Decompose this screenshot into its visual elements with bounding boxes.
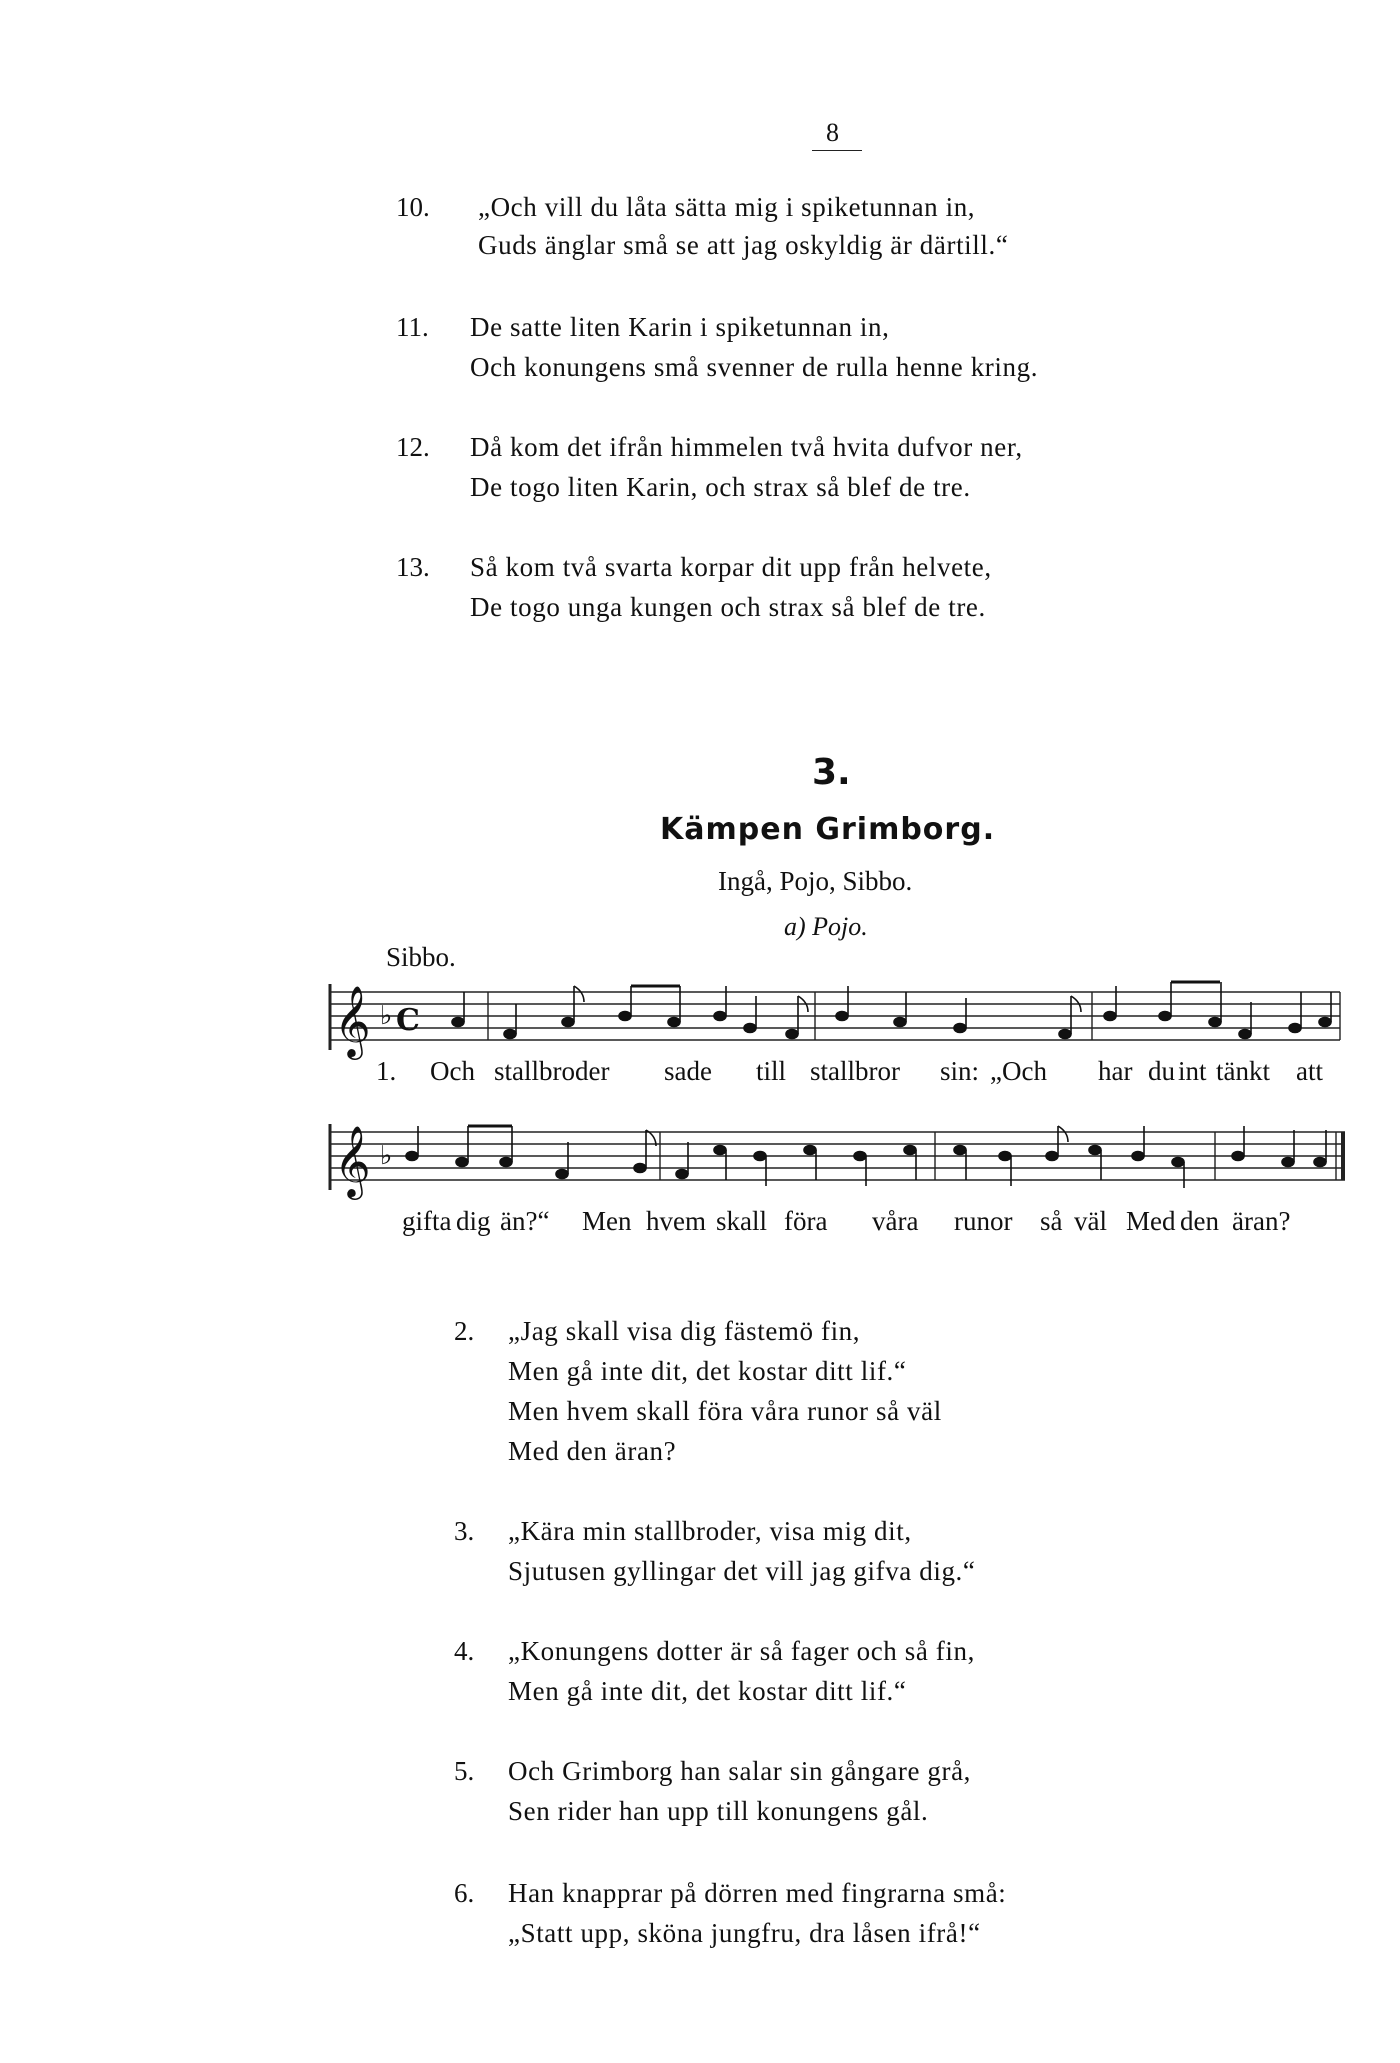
stanza-line: Guds änglar små se att jag oskyldig är därtill.“ <box>478 230 1009 260</box>
lyric-syllable: hvem <box>646 1206 706 1236</box>
stanza-line: De satte liten Karin i spiketunnan in, <box>470 312 890 342</box>
stanza-line: „Jag skall visa dig fästemö fin, <box>508 1316 861 1346</box>
lyric-syllable: stallbror <box>810 1056 900 1086</box>
lyric-syllable: skall <box>716 1206 767 1236</box>
lyric-syllable: stallbroder <box>494 1056 610 1086</box>
stanza-line: Men gå inte dit, det kostar ditt lif.“ <box>508 1676 907 1706</box>
stanza-line: Sen rider han upp till konungens gål. <box>508 1796 929 1826</box>
stanza-line: Då kom det ifrån himmelen två hvita dufvor ner, <box>470 432 1023 462</box>
song-places: Ingå, Pojo, Sibbo. <box>718 866 913 896</box>
lyric-syllable: att <box>1296 1056 1323 1086</box>
flat-icon: ♭ <box>380 1001 393 1031</box>
page-number: 8 <box>826 118 839 147</box>
stanza-line: De togo liten Karin, och strax så blef de tre. <box>470 472 971 502</box>
stanza-line: Med den äran? <box>508 1436 677 1466</box>
time-signature: C <box>396 1003 420 1038</box>
flat-icon: ♭ <box>380 1141 393 1171</box>
lyric-syllable: „Och <box>990 1056 1047 1086</box>
lyric-syllable: den <box>1180 1206 1219 1236</box>
stanza-line: „Kära min stallbroder, visa mig dit, <box>508 1516 912 1546</box>
treble-clef-icon: 𝄞 <box>334 1124 371 1197</box>
lyric-syllable: sade <box>664 1056 712 1086</box>
lyric-syllable: Och <box>430 1056 475 1086</box>
lyric-syllable: föra <box>784 1206 828 1236</box>
stanza-number: 2. <box>454 1316 475 1346</box>
lyric-syllable: du <box>1148 1056 1175 1086</box>
music-staff-2 <box>300 1112 1360 1202</box>
stanza-line: Han knapprar på dörren med fingrarna små: <box>508 1878 1007 1908</box>
lyric-syllable: tänkt <box>1216 1056 1270 1086</box>
lyric-syllable: int <box>1178 1056 1207 1086</box>
stanza-number: 13. <box>396 552 430 582</box>
lyric-syllable: så <box>1040 1206 1063 1236</box>
lyric-syllable: äran? <box>1232 1206 1291 1236</box>
stanza-line: „Konungens dotter är så fager och så fin, <box>508 1636 975 1666</box>
lyric-syllable: sin: <box>940 1056 980 1086</box>
lyric-syllable: har <box>1098 1056 1133 1086</box>
song-number: 3. <box>812 752 851 793</box>
song-title: Kämpen Grimborg. <box>660 812 996 847</box>
stanza-line: Sjutusen gyllingar det vill jag gifva dig.“ <box>508 1556 976 1586</box>
stanza-line: Och Grimborg han salar sin gångare grå, <box>508 1756 972 1786</box>
stanza-line: „Statt upp, sköna jungfru, dra låsen ifrå!“ <box>508 1918 981 1948</box>
stanza-line: Så kom två svarta korpar dit upp från helvete, <box>470 552 992 582</box>
lyric-syllable: 1. <box>376 1056 397 1086</box>
music-staff-1 <box>300 972 1350 1062</box>
lyric-syllable: gifta <box>402 1206 452 1236</box>
stanza-line: Men gå inte dit, det kostar ditt lif.“ <box>508 1356 907 1386</box>
stanza-number: 6. <box>454 1878 475 1908</box>
stanza-number: 10. <box>396 192 430 222</box>
stanza-number: 4. <box>454 1636 475 1666</box>
stanza-number: 3. <box>454 1516 475 1546</box>
stanza-number: 11. <box>396 312 429 342</box>
treble-clef-icon: 𝄞 <box>334 984 371 1057</box>
lyric-syllable: till <box>756 1056 787 1086</box>
stanza-line: Och konungens små svenner de rulla henne kring. <box>470 352 1039 382</box>
stanza-line: De togo unga kungen och strax så blef de tre. <box>470 592 986 622</box>
stanza-line: Men hvem skall föra våra runor så väl <box>508 1396 942 1426</box>
lyric-syllable: Med <box>1126 1206 1176 1236</box>
song-variant: a) Pojo. <box>784 912 868 941</box>
lyric-syllable: dig <box>456 1206 491 1236</box>
stanza-number: 12. <box>396 432 430 462</box>
stanza-number: 5. <box>454 1756 475 1786</box>
lyric-syllable: runor <box>954 1206 1013 1236</box>
lyric-syllable: våra <box>872 1206 919 1236</box>
page-number-rule <box>812 150 862 151</box>
stanza-line: „Och vill du låta sätta mig i spiketunnan in, <box>478 192 976 222</box>
lyric-syllable: Men <box>582 1206 632 1236</box>
lyric-syllable: än?“ <box>500 1206 550 1236</box>
song-source: Sibbo. <box>386 942 456 972</box>
lyric-syllable: väl <box>1074 1206 1107 1236</box>
